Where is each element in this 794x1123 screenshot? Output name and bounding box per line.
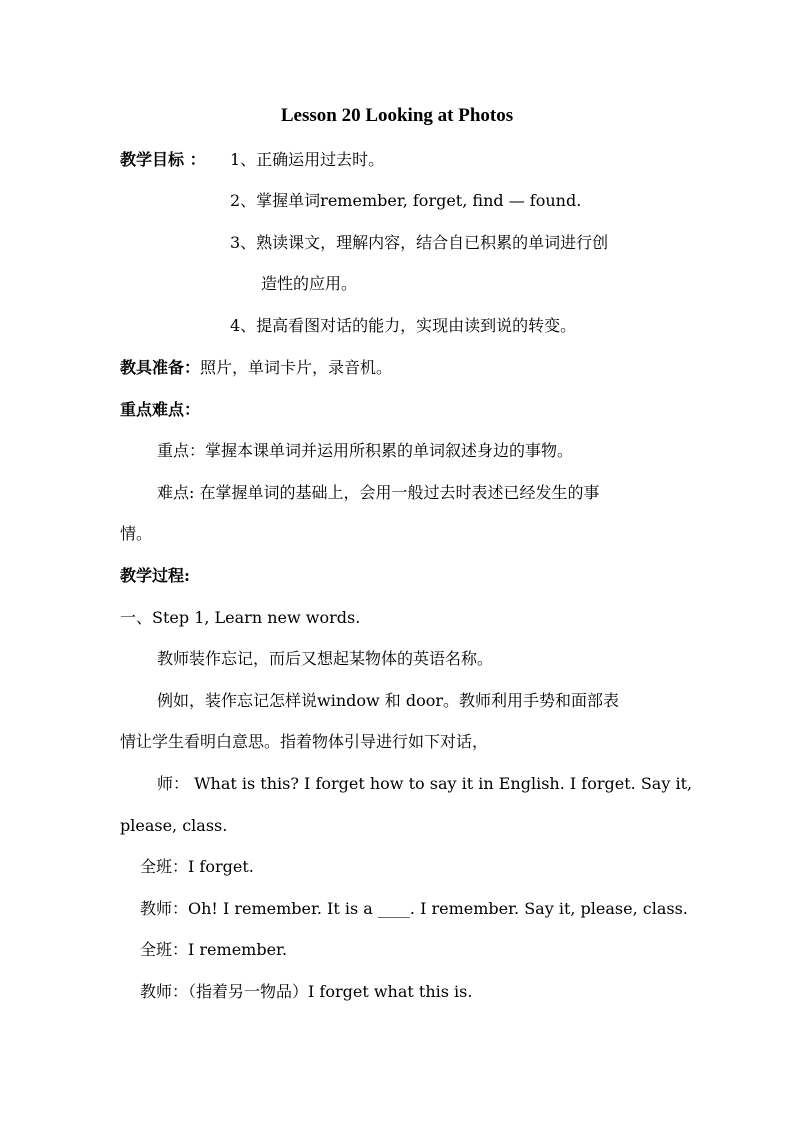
objective-3-continued: 造性的应用。 bbox=[261, 274, 358, 293]
materials-text: 照片，单词卡片，录音机。 bbox=[200, 358, 393, 377]
process-paragraph-2: 例如，装作忘记怎样说window 和 door。教师利用手势和面部表 bbox=[157, 691, 620, 710]
process-paragraph-1: 教师装作忘记，而后又想起某物体的英语名称。 bbox=[157, 649, 494, 668]
objective-2: 2、掌握单词remember, forget, find — found. bbox=[230, 191, 582, 210]
dialogue-teacher-1: 师： What is this? I forget how to say it in English. I forget. Say it, bbox=[157, 774, 693, 793]
dialogue-class-2: 全班：I remember. bbox=[140, 940, 288, 959]
objective-1: 1、正确运用过去时。 bbox=[230, 150, 385, 169]
dialogue-teacher-2: 教师：Oh! I remember. It is a ____. I remember. Say it, please, class. bbox=[140, 899, 688, 918]
difficulty-text-continued: 情。 bbox=[120, 524, 153, 543]
dialogue-class-1: 全班：I forget. bbox=[140, 857, 254, 876]
objectives-label: 教学目标 ： bbox=[120, 150, 206, 169]
lesson-title: Lesson 20 Looking at Photos bbox=[280, 105, 514, 126]
dialogue-teacher-3: 教师：（指着另一物品）I forget what this is. bbox=[140, 982, 473, 1001]
materials-line bbox=[120, 358, 392, 378]
materials-label: 教具准备： bbox=[120, 358, 201, 377]
step-1-heading: 一、Step 1, Learn new words. bbox=[120, 608, 361, 627]
dialogue-teacher-1-continued: please, class. bbox=[120, 816, 228, 835]
focus-text: 重点：掌握本课单词并运用所积累的单词叙述身边的事物。 bbox=[157, 441, 574, 460]
process-paragraph-2-continued: 情让学生看明白意思。指着物体引导进行如下对话， bbox=[120, 732, 489, 751]
objective-4: 4、提高看图对话的能力，实现由读到说的转变。 bbox=[230, 316, 577, 335]
objective-3: 3、熟读课文，理解内容，结合自已积累的单词进行创 bbox=[230, 233, 609, 252]
process-label: 教学过程: bbox=[120, 566, 190, 585]
difficulty-text: 难点: 在掌握单词的基础上，会用一般过去时表述已经发生的事 bbox=[157, 483, 600, 502]
key-points-label: 重点难点： bbox=[120, 400, 201, 419]
